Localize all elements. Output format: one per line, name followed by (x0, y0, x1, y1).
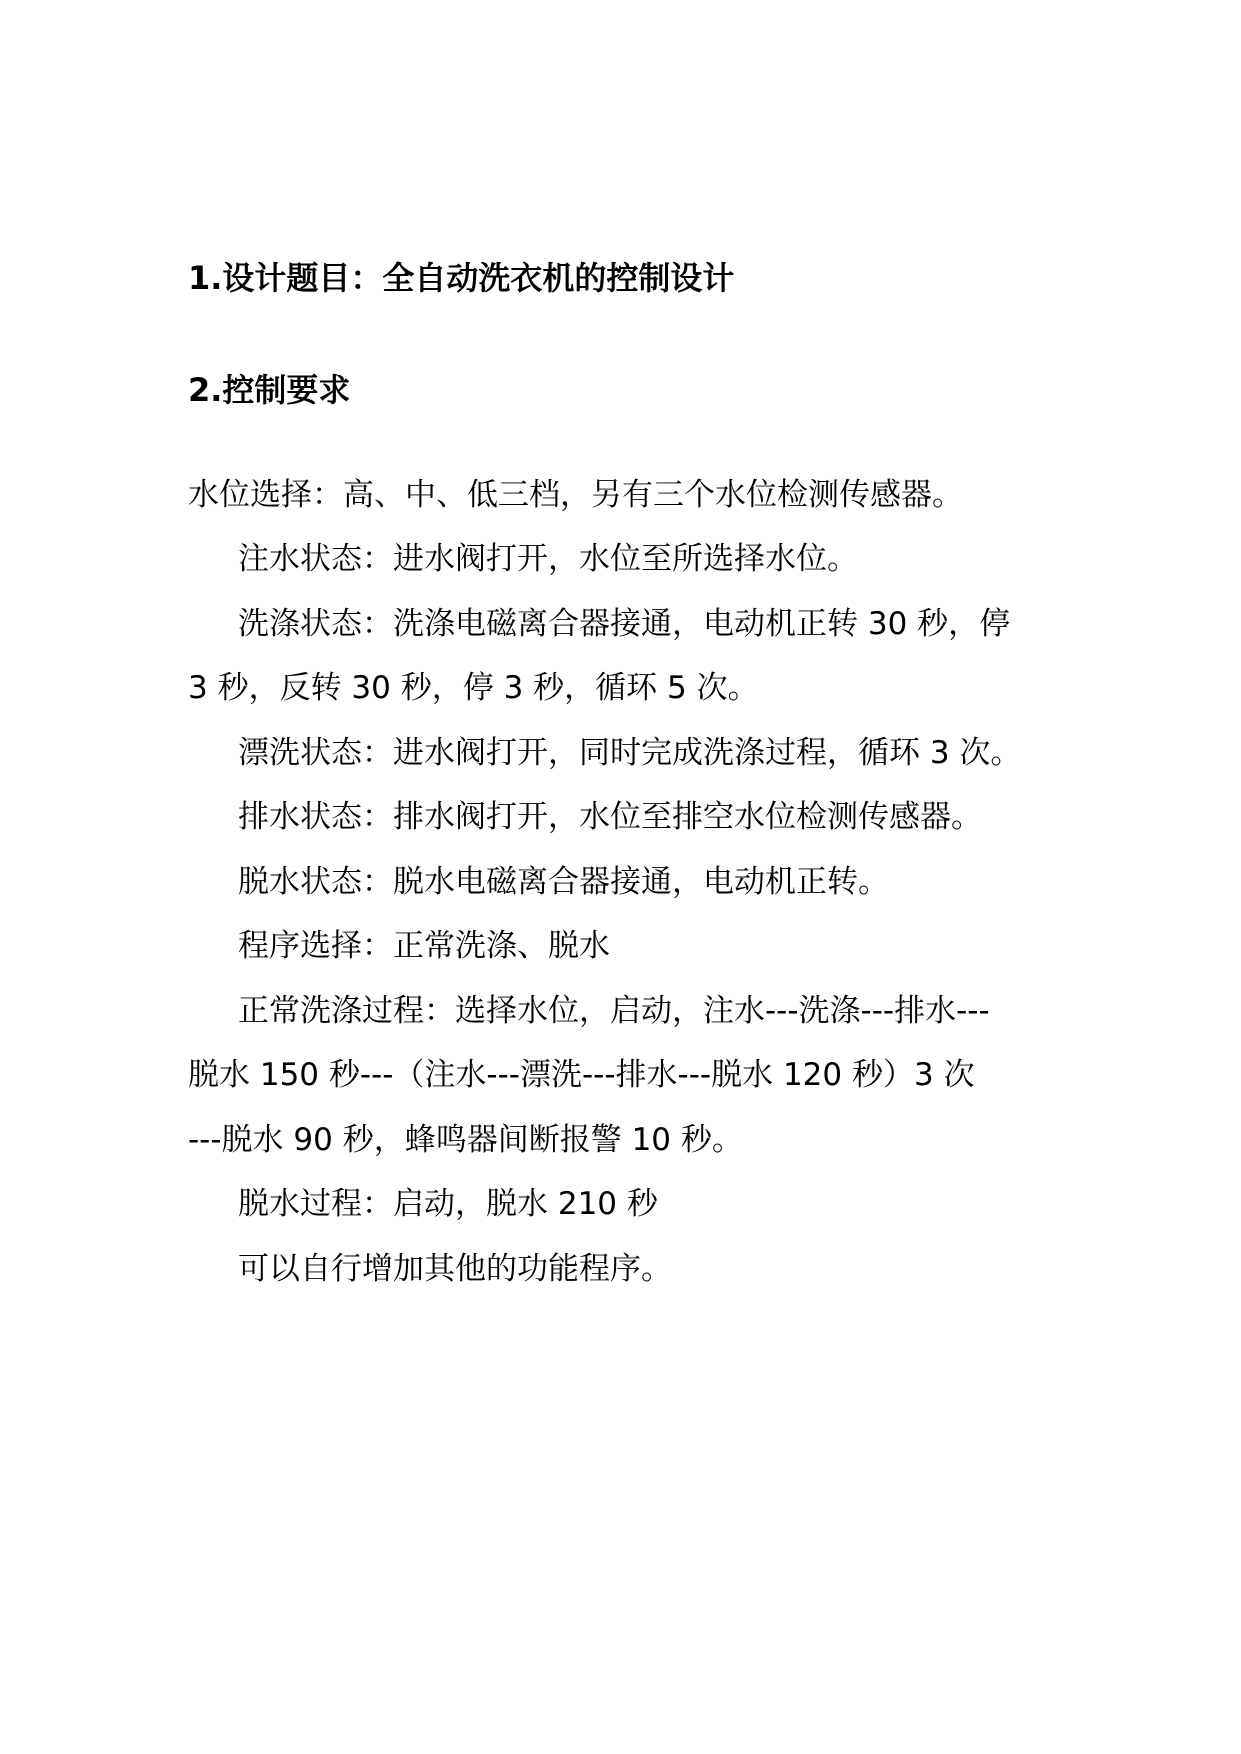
text-line-normal-process: 正常洗涤过程：选择水位，启动，注水---洗涤---排水--- (238, 993, 990, 1029)
text-line-draining: 排水状态：排水阀打开，水位至排空水位检测传感器。 (238, 799, 982, 835)
text-line-washing: 洗涤状态：洗涤电磁离合器接通，电动机正转 30 秒，停 (238, 606, 1011, 642)
text-line-washing-cont: 3 秒，反转 30 秒，停 3 秒，循环 5 次。 (188, 670, 759, 706)
text-line-normal-process-cont2: ---脱水 90 秒，蜂鸣器间断报警 10 秒。 (188, 1122, 743, 1158)
text-line-normal-process-cont1: 脱水 150 秒---（注水---漂洗---排水---脱水 120 秒）3 次 (188, 1057, 975, 1093)
section-heading-control-requirements: 2.控制要求 (188, 371, 351, 409)
text-line-water-level: 水位选择：高、中、低三档，另有三个水位检测传感器。 (188, 477, 963, 513)
text-line-spinning: 脱水状态：脱水电磁离合器接通，电动机正转。 (238, 864, 889, 900)
text-line-rinsing: 漂洗状态：进水阀打开，同时完成洗涤过程，循环 3 次。 (238, 735, 1022, 771)
section-heading-design-title: 1.设计题目：全自动洗衣机的控制设计 (188, 259, 735, 297)
text-line-program-select: 程序选择：正常洗涤、脱水 (238, 928, 610, 964)
text-line-spin-process: 脱水过程：启动，脱水 210 秒 (238, 1186, 658, 1222)
text-line-extra-functions: 可以自行增加其他的功能程序。 (238, 1251, 672, 1287)
text-line-filling: 注水状态：进水阀打开，水位至所选择水位。 (238, 541, 858, 577)
